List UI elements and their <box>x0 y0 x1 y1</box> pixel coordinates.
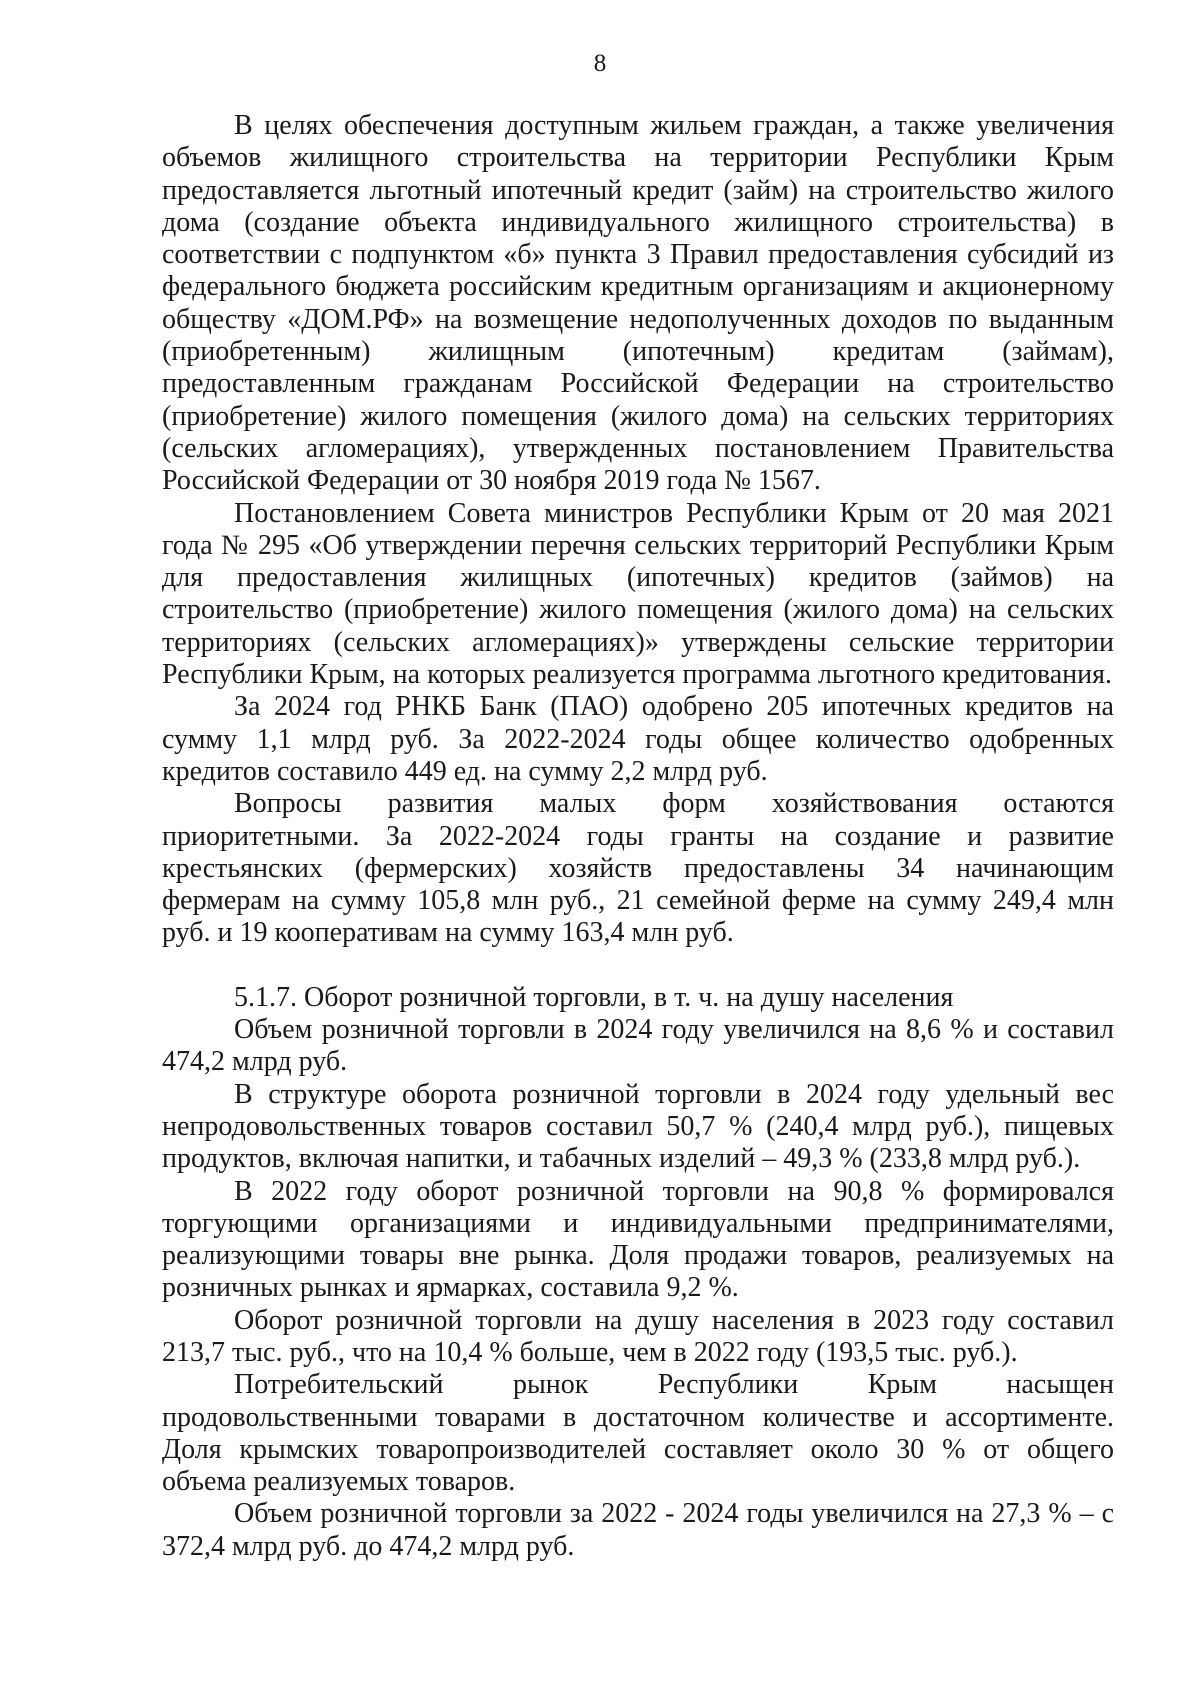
paragraph-per-capita: Оборот розничной торговли на душу населения в 2023 году составил 213,7 тыс. руб., что на 10,4 % больше, чем в 2022 году (193,5 тыс. руб.). <box>162 1304 1114 1368</box>
paragraph-small-farms: Вопросы развития малых форм хозяйствования остаются приоритетными. За 2022-2024 годы гранты на создание и развитие крестьянских (фермерских) хозяйств предоставлены 34 начинающим фермерам на сумму 105,8 млн руб., 21 семейной ферме на сумму 249,4 млн руб. и 19 кооперативам на сумму 163,4 млн руб. <box>162 788 1114 949</box>
paragraph-consumer-market: Потребительский рынок Республики Крым насыщен продовольственными товарами в достаточном количестве и ассортименте. Доля крымских товаропроизводителей составляет около 30 % от общего объема реализуемых товаров. <box>162 1369 1114 1498</box>
paragraph-retail-structure: В структуре оборота розничной торговли в 2024 году удельный вес непродовольственных товаров составил 50,7 % (240,4 млрд руб.), пищевых продуктов, включая напитки, и табачных изделий – 49,3 % (233,8 млрд руб.). <box>162 1078 1114 1175</box>
paragraph-retail-growth: Объем розничной торговли за 2022 - 2024 годы увеличился на 27,3 % – с 372,4 млрд руб. до 474,2 млрд руб. <box>162 1498 1114 1562</box>
page-number: 8 <box>593 50 607 77</box>
paragraph-council-resolution: Постановлением Совета министров Республики Крым от 20 мая 2021 года № 295 «Об утверждении перечня сельских территорий Республики Крым для предоставления жилищных (ипотечных) кредитов (займов) на строительство (приобретение) жилого помещения (жилого дома) на сельских территориях (сельских агломерациях)» утверждены сельские территории Республики Крым, на которых реализуется программа льготного кредитования. <box>162 497 1114 691</box>
section-heading: 5.1.7. Оборот розничной торговли, в т. ч. на душу населения <box>234 981 954 1013</box>
paragraph-housing-mortgage: В целях обеспечения доступным жильем граждан, а также увеличения объемов жилищного строительства на территории Республики Крым предоставляется льготный ипотечный кредит (займ) на строительство жилого дома (создание объекта индивидуального жилищного строительства) в соответствии с подпунктом «б» пункта 3 Правил предоставления субсидий из федерального бюджета российским кредитным организациям и акционерному обществу «ДОМ.РФ» на возмещение недополученных доходов по выданным (приобретенным) жилищным (ипотечным) кредитам (займам), предоставленным гражданам Российской Федерации на строительство (приобретение) жилого помещения (жилого дома) на сельских территориях (сельских агломерациях), утвержденных постановлением Правительства Российской Федерации от 30 ноября 2019 года № 1567. <box>162 110 1114 497</box>
paragraph-rnkb-loans: За 2024 год РНКБ Банк (ПАО) одобрено 205 ипотечных кредитов на сумму 1,1 млрд руб. За 2022-2024 годы общее количество одобренных кредитов составило 449 ед. на сумму 2,2 млрд руб. <box>162 691 1114 787</box>
paragraph-retail-2022: В 2022 году оборот розничной торговли на 90,8 % формировался торгующими организациями и индивидуальными предпринимателями, реализующими товары вне рынка. Доля продажи товаров, реализуемых на розничных рынках и ярмарках, составила 9,2 %. <box>162 1175 1114 1304</box>
paragraph-retail-volume: Объем розничной торговли в 2024 году увеличился на 8,6 % и составил 474,2 млрд руб. <box>162 1014 1114 1078</box>
document-body <box>162 110 1114 1563</box>
